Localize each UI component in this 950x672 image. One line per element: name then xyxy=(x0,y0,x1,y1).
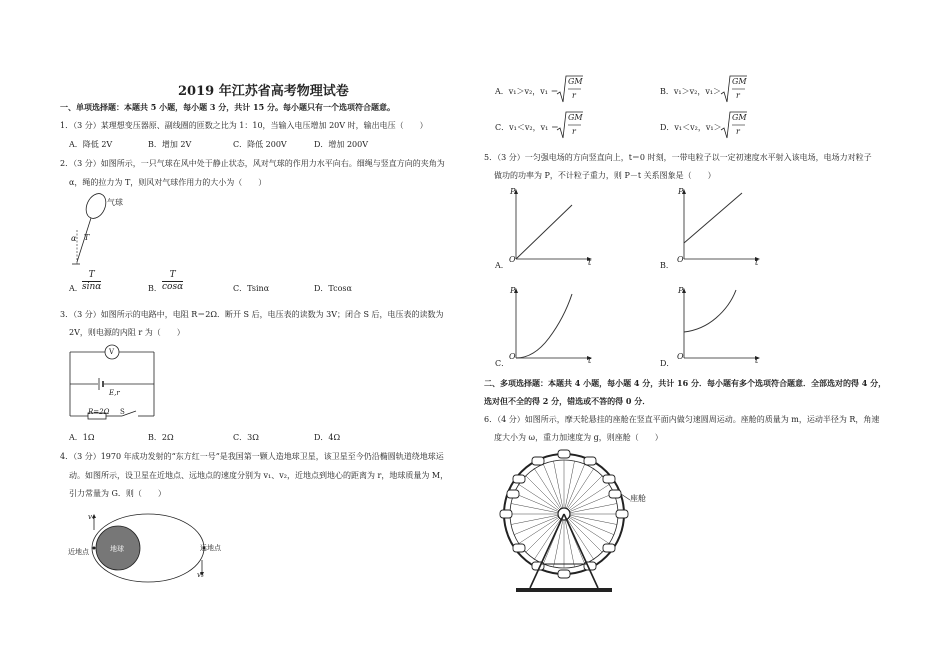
section-1-heading: 一、单项选择题：本题共 5 小题，每小题 3 分，共计 15 分。每小题只有一个选项符合题意。 xyxy=(60,102,395,112)
balloon-shape xyxy=(82,190,109,221)
graph-c-t: t xyxy=(588,356,592,365)
q2-option-a-fraction xyxy=(82,270,101,293)
graph-c-O: O xyxy=(509,352,516,361)
sqrt-d-den: r xyxy=(736,127,740,136)
q3-option-a[interactable]: A．1Ω xyxy=(69,433,95,442)
graph-c-P: P xyxy=(510,286,516,295)
q2-option-a-label[interactable]: A． xyxy=(69,284,83,293)
balloon-figure xyxy=(64,192,134,272)
sqrt-c-den: r xyxy=(572,127,576,136)
graph-d-curve xyxy=(684,290,736,332)
resistor-label: R=2Ω xyxy=(88,408,110,416)
q5-option-b[interactable]: B． xyxy=(660,261,674,270)
q1-option-c[interactable]: C．降低 200V xyxy=(233,140,287,149)
earth-label: 地球 xyxy=(110,545,124,553)
q5-option-d[interactable]: D． xyxy=(660,359,675,368)
voltmeter-label: V xyxy=(109,348,115,356)
section-2-heading-line2: 选对但不全的得 2 分，错选或不答的得 0 分． xyxy=(484,396,651,406)
graph-b-O: O xyxy=(677,255,684,264)
tension-label: T xyxy=(84,233,90,242)
graph-b-t: t xyxy=(755,258,759,267)
question-4-stem-line3: 引力常量为 G．则（ ） xyxy=(69,489,166,498)
sqrt-b-den: r xyxy=(736,91,740,100)
v1-label: v₁ xyxy=(88,513,95,521)
graph-d-O: O xyxy=(677,352,684,361)
graph-b-line xyxy=(684,193,742,243)
question-1-stem: 1．（3 分）某理想变压器原、副线圈的匝数之比为 1：10，当输入电压增加 20V 时，输出电压（ ） xyxy=(60,121,428,130)
graph-a-P: P xyxy=(510,187,516,196)
page-title: 2019 年江苏省高考物理试卷 xyxy=(178,84,349,99)
graph-b-P: P xyxy=(678,187,684,196)
q4-option-c[interactable]: C．v₁＜v₂，v₁ ＝ xyxy=(495,123,559,132)
q2-a-denominator: sinα xyxy=(82,282,102,292)
q1-option-a[interactable]: A．降低 2V xyxy=(69,140,113,149)
q4-option-b[interactable]: B．v₁＞v₂，v₁＞ xyxy=(660,87,722,96)
graph-a-O: O xyxy=(509,255,516,264)
graph-d xyxy=(672,286,762,366)
q2-option-d[interactable]: D．Tcosα xyxy=(314,284,352,293)
q4-option-a[interactable]: A．v₁＞v₂，v₁ ＝ xyxy=(495,87,559,96)
q2-b-numerator: T xyxy=(162,270,183,282)
cabin-label: 座舱 xyxy=(630,494,646,503)
q1-option-d[interactable]: D．增加 200V xyxy=(314,140,369,149)
q1-option-b[interactable]: B．增加 2V xyxy=(148,140,192,149)
sqrt-d-num: GM xyxy=(732,113,747,122)
source-label: E,r xyxy=(109,389,120,397)
graph-a-line xyxy=(516,205,572,259)
question-5-stem-line1: 5．（3 分）一匀强电场的方向竖直向上，t＝0 时刻，一带电粒子以一定初速度水平射入该电场，电场力对粒子 xyxy=(484,153,872,162)
graph-a-t: t xyxy=(588,258,592,267)
q2-option-c[interactable]: C．Tsinα xyxy=(233,284,270,293)
ferris-wheel-figure xyxy=(490,448,640,596)
apogee-label: 远地点 xyxy=(200,544,221,552)
q3-option-d[interactable]: D．4Ω xyxy=(314,433,341,442)
switch-label: S xyxy=(120,408,125,416)
q5-option-c[interactable]: C． xyxy=(495,359,510,368)
graph-a xyxy=(504,187,594,267)
sqrt-c-num: GM xyxy=(568,113,583,122)
alpha-label: α xyxy=(71,234,77,243)
graph-d-P: P xyxy=(678,286,684,295)
graph-b xyxy=(672,187,762,267)
q2-option-b-fraction xyxy=(162,270,183,293)
sqrt-b-num: GM xyxy=(732,77,747,86)
ground-base xyxy=(516,588,612,592)
q3-option-c[interactable]: C．3Ω xyxy=(233,433,259,442)
question-4-stem-line1: 4．（3 分）1970 年成功发射的“东方红一号”是我国第一颗人造地球卫星，该卫星至今仍沿椭圆轨道绕地球运 xyxy=(60,452,444,461)
q2-option-b-label[interactable]: B． xyxy=(148,284,162,293)
question-6-stem-line2: 度大小为 ω，重力加速度为 g，则座舱（ ） xyxy=(494,433,663,442)
question-2-stem-line1: 2．（3 分）如图所示，一只气球在风中处于静止状态，风对气球的作用力水平向右。细绳与竖直方向的夹角为 xyxy=(60,159,445,168)
question-3-stem-line2: 2V，则电源的内阻 r 为（ ） xyxy=(69,328,185,337)
section-2-heading-line1: 二、多项选择题：本题共 4 小题，每小题 4 分，共计 16 分．每小题有多个选项符合题意．全部选对的得 4 分， xyxy=(484,378,887,388)
v2-label: v₂ xyxy=(197,571,204,579)
question-4-stem-line2: 动。如图所示，设卫星在近地点、远地点的速度分别为 v₁、v₂，近地点到地心的距离为 r，地球质量为 M， xyxy=(69,471,449,480)
question-2-stem-line2: α，绳的拉力为 T，则风对气球作用力的大小为（ ） xyxy=(69,178,267,187)
q5-option-a[interactable]: A． xyxy=(495,261,509,270)
graph-d-t: t xyxy=(755,356,759,365)
perigee-label: 近地点 xyxy=(68,548,89,556)
question-5-stem-line2: 做功的功率为 P，不计粒子重力，则 P－t 关系图象是（ ） xyxy=(494,171,716,180)
sqrt-a-num: GM xyxy=(568,77,583,86)
sqrt-a-den: r xyxy=(572,91,576,100)
question-3-stem-line1: 3．（3 分）如图所示的电路中，电阻 R＝2Ω．断开 S 后，电压表的读数为 3V；闭合 S 后，电压表的读数为 xyxy=(60,310,444,319)
graph-c-curve xyxy=(516,294,572,358)
q4-option-d[interactable]: D．v₁＜v₂，v₁＞ xyxy=(660,123,722,132)
question-6-stem-line1: 6．（4 分）如图所示，摩天轮悬挂的座舱在竖直平面内做匀速圆周运动。座舱的质量为 m，运动半径为 R，角速 xyxy=(484,415,880,424)
q3-option-b[interactable]: B．2Ω xyxy=(148,433,174,442)
graph-c xyxy=(504,286,594,366)
q2-b-denominator: cosα xyxy=(162,282,184,292)
q2-a-numerator: T xyxy=(82,270,101,282)
balloon-label: 气球 xyxy=(107,198,123,207)
